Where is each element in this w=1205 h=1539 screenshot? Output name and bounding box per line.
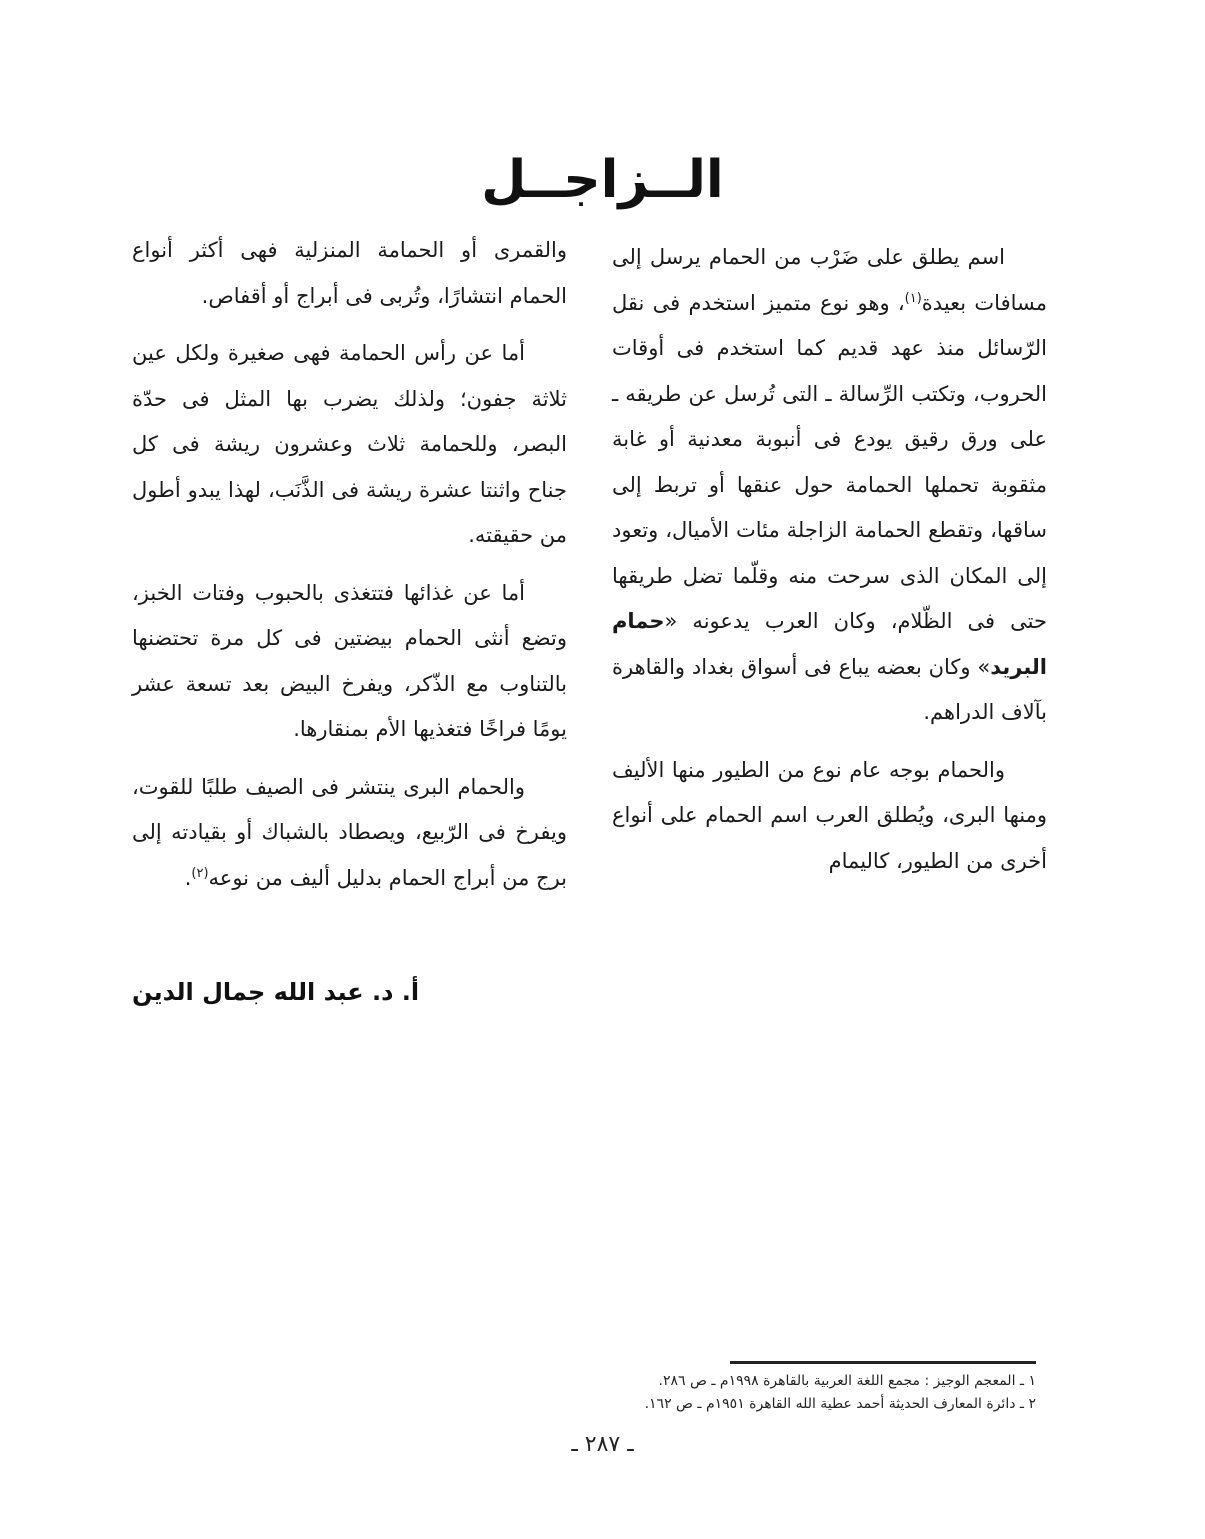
footnote-1: ١ ـ المعجم الوجيز : مجمع اللغة العربية بالقاهرة ١٩٩٨م ـ ص ٢٨٦. — [658, 1373, 1036, 1389]
bold-term-postal-pigeon: حمام البريد — [612, 609, 1047, 679]
author-name: أ. د. عبد الله جمال الدين — [132, 978, 420, 1006]
paragraph-wild-pigeon — [132, 765, 567, 902]
footnote-divider — [730, 1361, 1036, 1364]
paragraph-text: » وكان بعضه يباع فى أسواق بغداد والقاهرة بآلاف الدراهم. — [612, 654, 1047, 724]
right-column — [612, 235, 1047, 884]
left-column — [132, 228, 567, 901]
paragraph-definition — [612, 235, 1047, 736]
footnote-2: ٢ ـ دائرة المعارف الحديثة أحمد عطية الله القاهرة ١٩٥١م ـ ص ١٦٢. — [644, 1396, 1036, 1412]
footnote-ref-2[interactable]: (٢) — [191, 865, 209, 881]
paragraph-pigeon-general: والحمام بوجه عام نوع من الطيور منها الأليف ومنها البرى، ويُطلق العرب اسم الحمام على أنواع أخرى من الطيور، كاليمام — [612, 757, 1047, 873]
article-title: الــزاجــل — [481, 150, 724, 210]
paragraph-text: اسم يطلق على ضَرْب من الحمام يرسل إلى مسافات بعيدة — [612, 245, 1048, 315]
paragraph-text: . — [184, 865, 192, 890]
paragraph-head: أما عن رأس الحمامة فهى صغيرة ولكل عين ثلاثة جفون؛ ولذلك يضرب بها المثل فى حدّة البصر، وللحمامة ثلاث وعشرون ريشة فى كل جناح واثنتا عشرة ريشة فى الذَّنَب، لهذا يبدو أطول من حقيقته. — [132, 341, 567, 547]
footnotes — [560, 1370, 1036, 1416]
footnote-ref-1[interactable]: (١) — [904, 290, 922, 306]
paragraph-text: والحمام البرى ينتشر فى الصيف طلبًا للقوت، ويفرخ فى الرّبيع، ويصطاد بالشباك أو بقيادته إلى برج من أبراج الحمام بدليل أليف من نوعه — [132, 774, 567, 890]
paragraph-continuation: والقمرى أو الحمامة المنزلية فهى أكثر أنواع الحمام انتشارًا، وتُربى فى أبراج أو أقفاص. — [132, 238, 567, 308]
paragraph-food: أما عن غذائها فتتغذى بالحبوب وفتات الخبز، وتضع أنثى الحمام بيضتين فى كل مرة تحتضنها بالتناوب مع الذّكر، ويفرخ البيض بعد تسعة عشر يومًا فراخًا فتغذيها الأم بمنقارها. — [132, 580, 567, 741]
paragraph-text: ، وهو نوع متميز استخدم فى نقل الرّسائل منذ عهد قديم كما استخدم فى أوقات الحروب، وتكتب الرِّسالة ـ التى تُرسل عن طريقه ـ على ورق رقيق يودع فى أنبوبة معدنية أو غابة مثقوبة تحملها الحمامة حول عنقها أو تربط إلى ساقها، وتقطع الحمامة الزاجلة مئات الأميال، وتعود إلى المكان الذى سرحت منه وقلّما تضل طريقها حتى فى الظّلام، وكان العرب يدعونه « — [612, 290, 1047, 633]
page-number: ـ ٢٨٧ ـ — [571, 1432, 634, 1457]
